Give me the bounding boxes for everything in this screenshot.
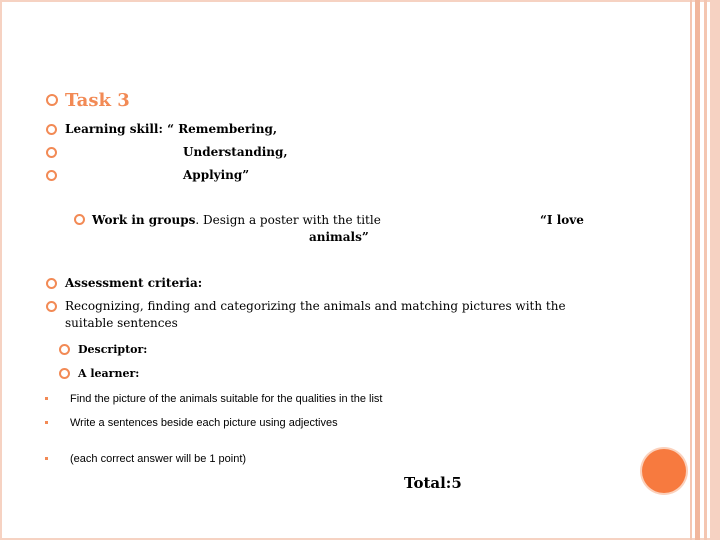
stripe [695,0,700,540]
work-in-groups-line [92,213,381,227]
square-bullet-icon [45,397,48,400]
task-title: Task 3 [65,90,130,111]
work-in-groups-label: Work in groups [92,213,196,227]
assessment-text-line-1: Recognizing, finding and categorizing the animals and matching pictures with the [65,299,566,313]
learning-skill-line-1 [65,122,277,136]
stripe [710,0,718,540]
learner-label: A learner: [78,367,140,380]
bullet-icon [74,214,85,225]
bullet-icon [46,278,57,289]
bullet-icon [46,170,57,181]
descriptor-item: Find the picture of the animals suitable for the qualities in the list [70,393,383,405]
square-bullet-icon [45,457,48,460]
poster-title-part-2: animals” [309,230,369,244]
bullet-icon [46,301,57,312]
bullet-icon [46,147,57,158]
descriptor-item: Write a sentences beside each picture using adjectives [70,417,338,429]
square-bullet-icon [45,421,48,424]
poster-title-part-1: “I love [540,213,584,227]
descriptor-label: Descriptor: [78,343,148,356]
decorative-circle [642,449,686,493]
bullet-icon [59,368,70,379]
stripe [690,0,692,540]
decorative-stripes [690,0,720,540]
stripe [704,0,707,540]
learning-skill-understanding: Understanding, [183,145,288,159]
total-score: Total:5 [404,474,462,492]
assessment-text-line-2: suitable sentences [65,316,178,330]
learning-skill-remembering: “ Remembering, [167,122,278,136]
bullet-icon [46,94,58,106]
bullet-icon [59,344,70,355]
work-in-groups-text: . Design a poster with the title [195,213,381,227]
bullet-icon [46,124,57,135]
learning-skill-applying: Applying” [183,168,250,182]
learning-skill-label: Learning skill: [65,122,163,136]
descriptor-item: (each correct answer will be 1 point) [70,453,247,465]
assessment-criteria-label: Assessment criteria: [65,276,203,290]
